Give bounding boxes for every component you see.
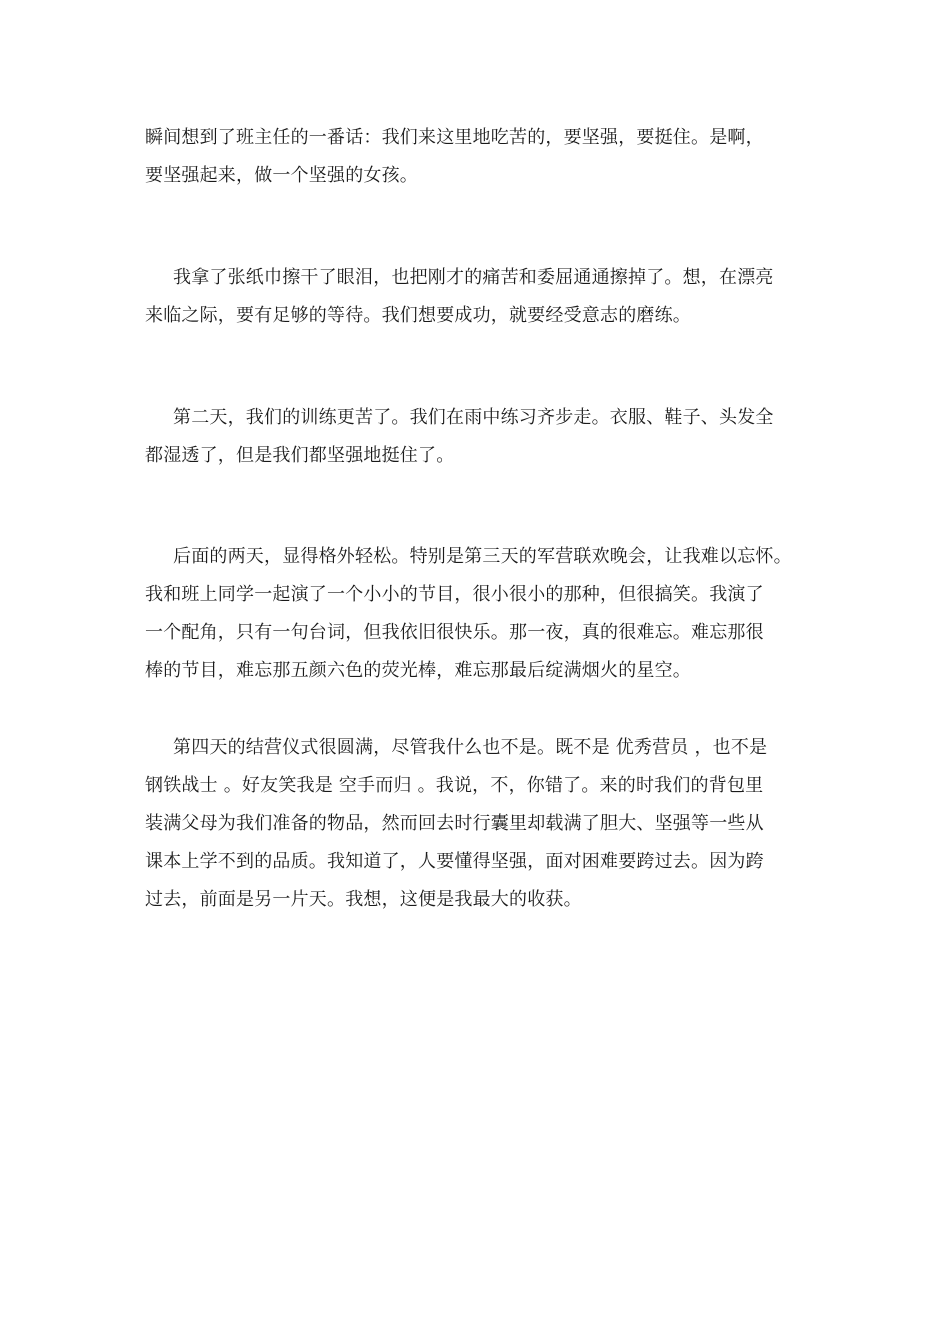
text-line: 课本上学不到的品质。我知道了，人要懂得坚强，面对困难要跨过去。因为跨 [145,851,764,872]
paragraph-1 [145,119,835,195]
text-line: 钢铁战士 。好友笑我是 空手而归 。我说，不，你错了。来的时我们的背包里 [145,775,764,796]
text-line: 一个配角，只有一句台词，但我依旧很快乐。那一夜，真的很难忘。难忘那很 [145,622,764,643]
text-line: 来临之际，要有足够的等待。我们想要成功，就要经受意志的磨练。 [145,305,691,326]
text-line: 都湿透了，但是我们都坚强地挺住了。 [145,445,455,466]
text-line: 后面的两天，显得格外轻松。特别是第三天的军营联欢晚会，让我难以忘怀。 [173,546,792,567]
text-line: 我拿了张纸巾擦干了眼泪，也把刚才的痛苦和委屈通通擦掉了。想，在漂亮 [173,267,774,288]
text-line: 装满父母为我们准备的物品，然而回去时行囊里却载满了胆大、坚强等一些从 [145,813,764,834]
paragraph-2 [145,259,835,335]
paragraph-4 [145,538,835,690]
text-line: 要坚强起来，做一个坚强的女孩。 [145,165,418,186]
text-line: 第二天，我们的训练更苦了。我们在雨中练习齐步走。衣服、鞋子、头发全 [173,407,774,428]
text-line: 棒的节目，难忘那五颜六色的荧光棒，难忘那最后绽满烟火的星空。 [145,660,691,681]
text-line: 过去，前面是另一片天。我想，这便是我最大的收获。 [145,889,582,910]
paragraph-3 [145,399,835,475]
text-line: 瞬间想到了班主任的一番话：我们来这里地吃苦的，要坚强，要挺住。是啊， [145,127,764,148]
text-line: 我和班上同学一起演了一个小小的节目，很小很小的那种，但很搞笑。我演了 [145,584,764,605]
paragraph-5 [145,729,835,919]
text-line: 第四天的结营仪式很圆满，尽管我什么也不是。既不是 优秀营员 ，也不是 [173,737,768,758]
